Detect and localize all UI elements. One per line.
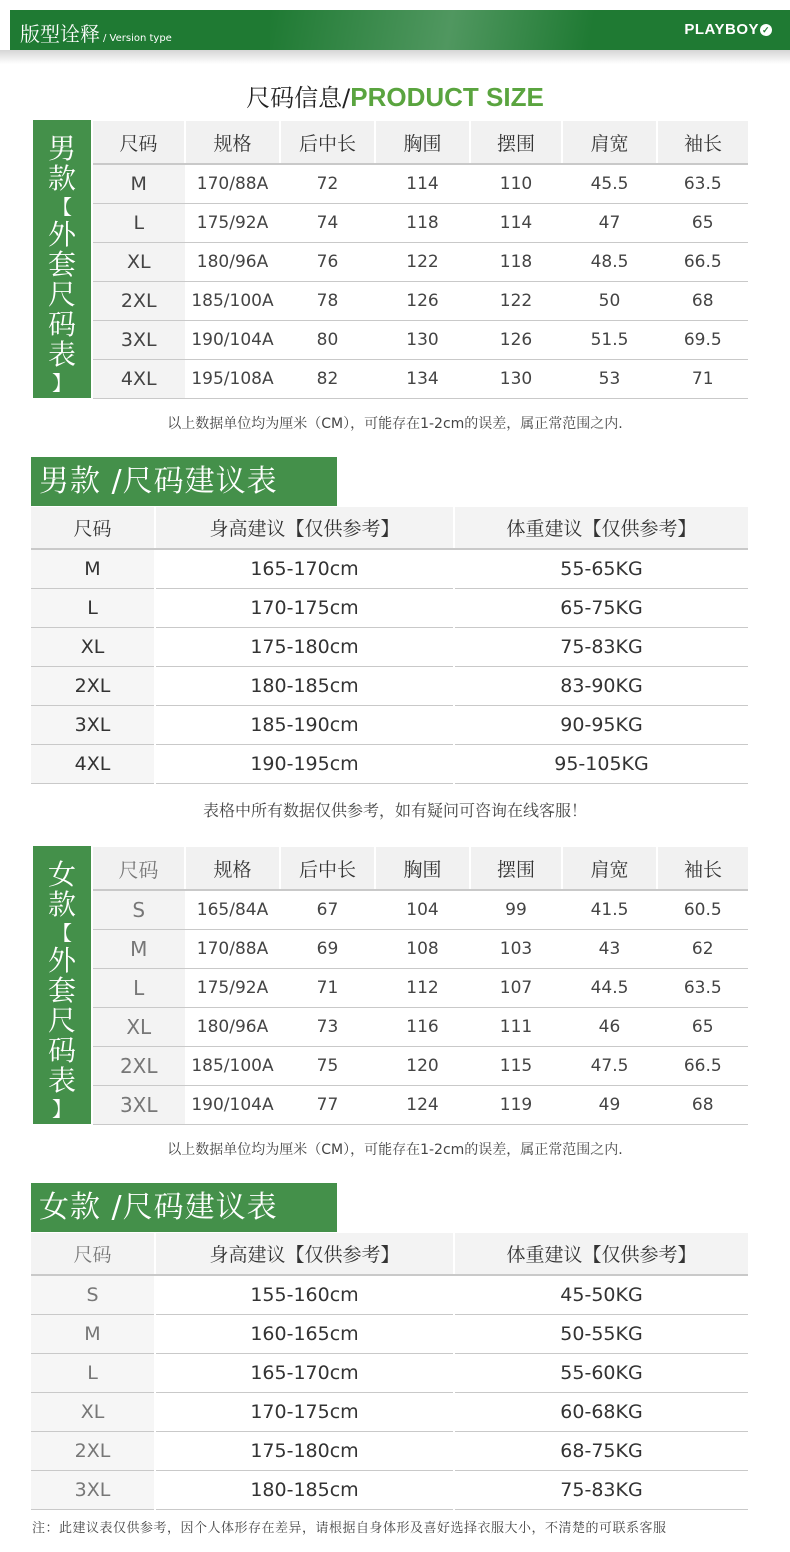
table-cell: 75-83KG	[454, 627, 748, 666]
table-cell: 116	[375, 1007, 470, 1046]
table-cell: 71	[657, 359, 748, 398]
table-row	[93, 164, 748, 203]
table-cell: 165/84A	[185, 890, 280, 929]
table-cell: 180/96A	[185, 242, 280, 281]
table-cell: 134	[375, 359, 470, 398]
table-cell: 185-190cm	[155, 705, 454, 744]
table-row	[93, 359, 748, 398]
table-header-row	[93, 847, 748, 890]
table-row	[93, 1046, 748, 1085]
table-row	[31, 744, 748, 783]
table-cell: 118	[375, 203, 470, 242]
table-cell: 69	[280, 929, 375, 968]
label-char: 】	[52, 1097, 72, 1121]
table-cell: 49	[562, 1085, 657, 1124]
table-cell: 99	[470, 890, 562, 929]
table-cell: 2XL	[31, 1431, 155, 1470]
table-cell: 185/100A	[185, 1046, 280, 1085]
table-cell: 74	[280, 203, 375, 242]
women-spec-note: 以上数据单位均为厘米（CM），可能存在1-2cm的误差，属正常范围之内.	[167, 1142, 623, 1158]
table-cell: 90-95KG	[454, 705, 748, 744]
table-cell: 175/92A	[185, 203, 280, 242]
label-char: 外	[47, 944, 76, 977]
table-cell: 82	[280, 359, 375, 398]
label-char: 款	[47, 888, 76, 921]
label-char: 【	[52, 921, 72, 945]
table-row	[93, 281, 748, 320]
table-row	[93, 1007, 748, 1046]
table-cell: 46	[562, 1007, 657, 1046]
column-header: 体重建议【仅供参考】	[454, 1233, 748, 1275]
table-header-row	[31, 1233, 748, 1275]
table-cell: 3XL	[93, 1085, 185, 1124]
men-rec-table	[31, 507, 748, 784]
table-cell: 118	[470, 242, 562, 281]
column-header: 胸围	[375, 121, 470, 164]
table-cell: 195/108A	[185, 359, 280, 398]
table-cell: 47	[562, 203, 657, 242]
column-header: 袖长	[657, 847, 748, 890]
table-cell: 77	[280, 1085, 375, 1124]
table-cell: 115	[470, 1046, 562, 1085]
table-cell: 63.5	[657, 968, 748, 1007]
table-cell: 175/92A	[185, 968, 280, 1007]
table-cell: 110	[470, 164, 562, 203]
table-cell: 114	[470, 203, 562, 242]
table-cell: 2XL	[93, 1046, 185, 1085]
table-cell: 73	[280, 1007, 375, 1046]
table-cell: L	[31, 588, 155, 627]
table-row	[31, 1275, 748, 1314]
table-cell: 78	[280, 281, 375, 320]
table-row	[93, 203, 748, 242]
table-cell: 67	[280, 890, 375, 929]
page-title-en: PRODUCT SIZE	[350, 82, 544, 112]
column-header: 规格	[185, 121, 280, 164]
label-char: 外	[47, 218, 76, 251]
table-cell: 68	[657, 1085, 748, 1124]
table-cell: 126	[470, 320, 562, 359]
label-char: 套	[47, 248, 76, 281]
table-row	[31, 1314, 748, 1353]
table-cell: XL	[31, 627, 155, 666]
table-cell: 160-165cm	[155, 1314, 454, 1353]
table-cell: 80	[280, 320, 375, 359]
table-cell: 122	[470, 281, 562, 320]
column-header: 尺码	[31, 507, 155, 549]
table-cell: 122	[375, 242, 470, 281]
page-title-cn: 尺码信息/	[246, 84, 351, 112]
men-rec-title: 男款 /尺码建议表	[31, 457, 337, 506]
table-cell: 103	[470, 929, 562, 968]
table-cell: 180-185cm	[155, 666, 454, 705]
table-cell: 45.5	[562, 164, 657, 203]
footer-note: 注：此建议表仅供参考，因个人体形存在差异，请根据自身体形及喜好选择衣服大小，不清楚的可联系客服	[32, 1521, 667, 1536]
table-row	[31, 549, 748, 588]
table-cell: M	[31, 1314, 155, 1353]
table-cell: 95-105KG	[454, 744, 748, 783]
table-row	[31, 1353, 748, 1392]
column-header: 规格	[185, 847, 280, 890]
table-cell: 130	[375, 320, 470, 359]
table-cell: M	[93, 164, 185, 203]
table-cell: 2XL	[31, 666, 155, 705]
men-spec-table	[93, 121, 748, 399]
table-row	[31, 627, 748, 666]
table-cell: 165-170cm	[155, 549, 454, 588]
table-cell: 119	[470, 1085, 562, 1124]
check-circle-icon: ✓	[761, 25, 771, 36]
men-spec-note: 以上数据单位均为厘米（CM），可能存在1-2cm的误差，属正常范围之内.	[167, 416, 623, 432]
table-row	[93, 890, 748, 929]
table-cell: 111	[470, 1007, 562, 1046]
table-cell: M	[93, 929, 185, 968]
table-cell: 170/88A	[185, 164, 280, 203]
label-char: 码	[47, 1034, 76, 1067]
column-header: 身高建议【仅供参考】	[155, 1233, 454, 1275]
column-header: 身高建议【仅供参考】	[155, 507, 454, 549]
label-char: 尺	[47, 278, 76, 311]
table-cell: 66.5	[657, 242, 748, 281]
table-cell: 4XL	[93, 359, 185, 398]
table-cell: 107	[470, 968, 562, 1007]
table-cell: 65-75KG	[454, 588, 748, 627]
column-header: 尺码	[93, 847, 185, 890]
table-cell: 114	[375, 164, 470, 203]
table-cell: 68-75KG	[454, 1431, 748, 1470]
label-char: 表	[47, 1064, 76, 1097]
column-header: 摆围	[470, 121, 562, 164]
column-header: 肩宽	[562, 847, 657, 890]
table-row	[31, 588, 748, 627]
table-row	[93, 320, 748, 359]
banner-subtitle: / Version type	[103, 33, 172, 44]
table-cell: 66.5	[657, 1046, 748, 1085]
table-row	[31, 705, 748, 744]
table-cell: 155-160cm	[155, 1275, 454, 1314]
table-cell: S	[93, 890, 185, 929]
table-cell: 190/104A	[185, 1085, 280, 1124]
table-cell: 60-68KG	[454, 1392, 748, 1431]
column-header: 肩宽	[562, 121, 657, 164]
column-header: 体重建议【仅供参考】	[454, 507, 748, 549]
women-rec-table	[31, 1233, 748, 1510]
table-cell: 180-185cm	[155, 1470, 454, 1509]
women-spec-table	[93, 847, 748, 1125]
table-cell: 170-175cm	[155, 588, 454, 627]
table-cell: XL	[93, 242, 185, 281]
banner-title-text: 版型诠释	[20, 22, 100, 46]
table-row	[31, 666, 748, 705]
table-cell: 68	[657, 281, 748, 320]
page-title	[0, 78, 790, 113]
table-cell: 75	[280, 1046, 375, 1085]
table-cell: 175-180cm	[155, 627, 454, 666]
table-cell: 2XL	[93, 281, 185, 320]
table-cell: 112	[375, 968, 470, 1007]
table-cell: 55-65KG	[454, 549, 748, 588]
table-cell: 55-60KG	[454, 1353, 748, 1392]
table-cell: 50	[562, 281, 657, 320]
brand-name: PLAYBOY	[684, 21, 759, 38]
table-cell: 53	[562, 359, 657, 398]
table-cell: 124	[375, 1085, 470, 1124]
table-cell: 126	[375, 281, 470, 320]
table-cell: 170-175cm	[155, 1392, 454, 1431]
table-cell: 4XL	[31, 744, 155, 783]
men-rec-note: 表格中所有数据仅供参考，如有疑问可咨询在线客服！	[202, 801, 587, 820]
table-cell: 62	[657, 929, 748, 968]
column-header: 后中长	[280, 847, 375, 890]
table-row	[93, 1085, 748, 1124]
table-cell: 41.5	[562, 890, 657, 929]
table-cell: XL	[31, 1392, 155, 1431]
column-header: 袖长	[657, 121, 748, 164]
table-row	[93, 968, 748, 1007]
label-char: 尺	[47, 1004, 76, 1037]
table-cell: 190/104A	[185, 320, 280, 359]
table-cell: 65	[657, 1007, 748, 1046]
banner-shadow	[0, 50, 790, 64]
men-spec-label	[33, 120, 91, 398]
column-header: 摆围	[470, 847, 562, 890]
label-char: 【	[52, 195, 72, 219]
table-cell: 104	[375, 890, 470, 929]
table-cell: 75-83KG	[454, 1470, 748, 1509]
table-cell: 47.5	[562, 1046, 657, 1085]
table-cell: 180/96A	[185, 1007, 280, 1046]
column-header: 后中长	[280, 121, 375, 164]
table-cell: 51.5	[562, 320, 657, 359]
table-cell: 50-55KG	[454, 1314, 748, 1353]
table-cell: 120	[375, 1046, 470, 1085]
table-row	[31, 1392, 748, 1431]
women-spec-label	[33, 846, 91, 1124]
table-cell: 71	[280, 968, 375, 1007]
table-header-row	[31, 507, 748, 549]
table-cell: M	[31, 549, 155, 588]
table-cell: 76	[280, 242, 375, 281]
table-cell: 165-170cm	[155, 1353, 454, 1392]
brand-logo	[684, 21, 772, 38]
table-cell: 3XL	[93, 320, 185, 359]
table-cell: 45-50KG	[454, 1275, 748, 1314]
table-cell: 44.5	[562, 968, 657, 1007]
banner-stripe	[270, 10, 670, 50]
label-char: 表	[47, 338, 76, 371]
table-row	[93, 242, 748, 281]
table-cell: 190-195cm	[155, 744, 454, 783]
label-char: 男	[47, 132, 76, 165]
women-rec-title: 女款 /尺码建议表	[31, 1183, 337, 1232]
top-banner	[10, 10, 790, 50]
label-char: 】	[52, 371, 72, 395]
table-cell: L	[31, 1353, 155, 1392]
table-cell: L	[93, 203, 185, 242]
table-cell: 72	[280, 164, 375, 203]
column-header: 尺码	[31, 1233, 155, 1275]
table-row	[31, 1431, 748, 1470]
table-row	[93, 929, 748, 968]
table-cell: 170/88A	[185, 929, 280, 968]
banner-title	[20, 18, 172, 47]
table-cell: 63.5	[657, 164, 748, 203]
table-cell: 130	[470, 359, 562, 398]
table-cell: 48.5	[562, 242, 657, 281]
table-cell: XL	[93, 1007, 185, 1046]
table-cell: 185/100A	[185, 281, 280, 320]
label-char: 女	[47, 858, 76, 891]
table-cell: 83-90KG	[454, 666, 748, 705]
table-cell: 65	[657, 203, 748, 242]
column-header: 尺码	[93, 121, 185, 164]
table-cell: L	[93, 968, 185, 1007]
table-cell: 43	[562, 929, 657, 968]
table-cell: 69.5	[657, 320, 748, 359]
label-char: 款	[47, 162, 76, 195]
label-char: 码	[47, 308, 76, 341]
table-cell: 175-180cm	[155, 1431, 454, 1470]
table-cell: 3XL	[31, 705, 155, 744]
table-header-row	[93, 121, 748, 164]
label-char: 套	[47, 974, 76, 1007]
column-header: 胸围	[375, 847, 470, 890]
table-row	[31, 1470, 748, 1509]
table-cell: 108	[375, 929, 470, 968]
table-cell: 60.5	[657, 890, 748, 929]
table-cell: 3XL	[31, 1470, 155, 1509]
table-cell: S	[31, 1275, 155, 1314]
